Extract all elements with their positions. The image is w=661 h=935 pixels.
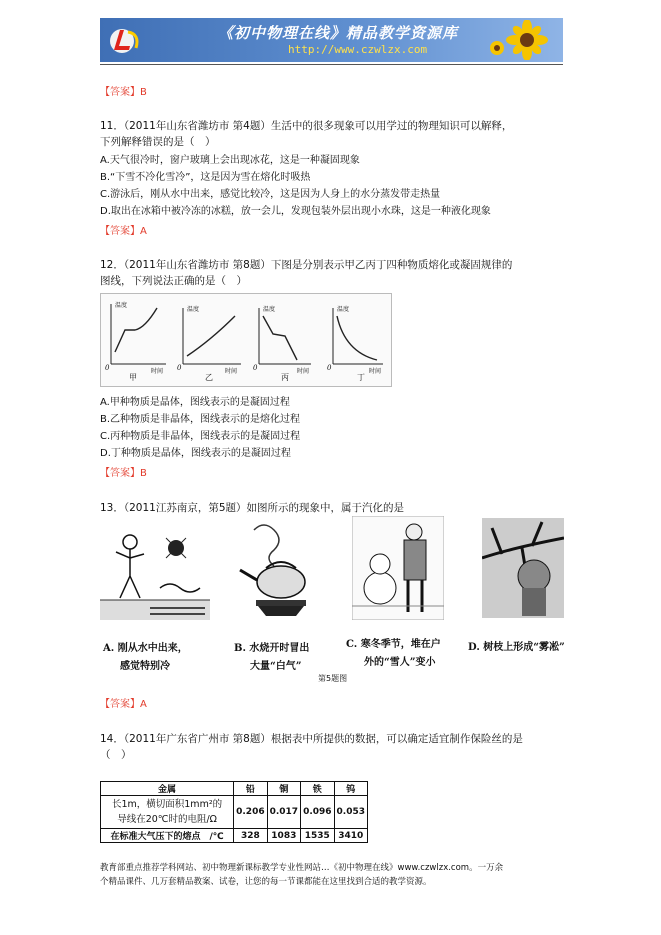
melting-point-label: 在标准大气压下的熔点 /℃ [101, 829, 234, 843]
answer-q13: 【答案】A [100, 699, 147, 710]
q13-stem: 13．（2011江苏南京，第5题）如图所示的现象中，属于汽化的是 [100, 502, 405, 514]
table-header-iron: 铁 [301, 782, 334, 796]
table-row-melting-point [101, 829, 368, 843]
q12-option-a: A.甲种物质是晶体，图线表示的是凝固过程 [100, 397, 290, 408]
graph-yi-xlabel: 时间 [225, 368, 238, 375]
graph-jia-name: 甲 [129, 373, 137, 382]
q13-caption-c-l2: 外的“雪人”变小 [364, 657, 436, 668]
melting-iron: 1535 [301, 829, 334, 843]
graph-jia-axes [111, 304, 166, 364]
q13-caption-a-l1: A. 刚从水中出来， [103, 643, 188, 654]
q13-picture-c-snowman [352, 516, 444, 620]
table-header-row [101, 782, 368, 796]
q14-stem-line2: （ ） [100, 749, 132, 761]
q13-picture-b-kettle [226, 520, 326, 620]
resistance-label-line2: 导线在20℃时的电阻/Ω [117, 814, 217, 825]
q11-option-c: C.游泳后，刚从水中出来，感觉比较冷，这是因为人身上的水分蒸发带走热量 [100, 189, 441, 200]
resistance-copper: 0.017 [267, 796, 300, 829]
site-logo [106, 24, 146, 56]
q13-caption-a-l2: 感觉特别冷 [120, 661, 170, 672]
footer-line2: 个精品课件、几万套精品教案、试卷，让您的每一节课都能在这里找到合适的教学资源。 [100, 877, 432, 887]
graph-bing-origin: 0 [253, 364, 258, 372]
graph-jia-origin: 0 [105, 364, 110, 372]
q13-picture-d-rime [482, 518, 564, 618]
site-title: 《初中物理在线》精品教学资源库 [218, 24, 459, 42]
q14-data-table [100, 781, 368, 843]
footer-line1: 教育部重点推荐学科网站、初中物理新课标教学专业性网站…《初中物理在线》www.czwlzx.com。一万余 [100, 863, 504, 873]
q13-caption-b-l2: 大量“白气” [250, 661, 302, 672]
q12-option-d: D.丁种物质是晶体，图线表示的是凝固过程 [100, 448, 291, 459]
answer-q11: 【答案】A [100, 226, 147, 237]
graph-jia-xlabel: 时间 [151, 368, 164, 375]
melting-tungsten: 3410 [334, 829, 367, 843]
q13-caption-d-l1: D. 树枝上形成“雾凇” [468, 642, 565, 653]
answer-q12: 【答案】B [100, 468, 147, 479]
graph-yi-ylabel: 温度 [187, 306, 200, 313]
graph-yi-name: 乙 [205, 373, 213, 382]
table-header-lead: 铅 [234, 782, 267, 796]
q12-stem-line1: 12．（2011年山东省潍坊市 第8题）下图是分别表示甲乙丙丁四种物质熔化或凝固规律的 [100, 259, 513, 271]
graph-ding-curve [337, 316, 377, 360]
q12-option-c: C.丙种物质是非晶体，图线表示的是凝固过程 [100, 431, 301, 442]
melting-lead: 328 [234, 829, 267, 843]
q13-caption-b-l1: B. 水烧开时冒出 [234, 643, 310, 654]
sunflower-icon [487, 20, 557, 60]
graph-bing-curve [263, 316, 297, 360]
graph-jia-ylabel: 温度 [115, 302, 128, 309]
graph-jia-curve [115, 308, 157, 352]
table-header-copper: 铜 [267, 782, 300, 796]
q11-stem-line1: 11．（2011年山东省潍坊市 第4题）生活中的很多现象可以用学过的物理知识可以解释， [100, 120, 513, 132]
q12-option-b: B.乙种物质是非晶体，图线表示的是熔化过程 [100, 414, 301, 425]
table-header-metal: 金属 [101, 782, 234, 796]
graph-ding-axes [333, 308, 383, 364]
q11-option-b: B.“下雪不冷化雪冷”，这是因为雪在熔化时吸热 [100, 172, 311, 183]
graph-ding-xlabel: 时间 [369, 368, 382, 375]
resistance-tungsten: 0.053 [334, 796, 367, 829]
header-rule [100, 64, 563, 65]
graph-ding-ylabel: 温度 [337, 306, 350, 313]
site-url[interactable]: http://www.czwlzx.com [288, 43, 428, 56]
resistance-lead: 0.206 [234, 796, 267, 829]
melting-copper: 1083 [267, 829, 300, 843]
resistance-label [101, 796, 234, 829]
table-row-resistance [101, 796, 368, 829]
resistance-label-line1: 长1m，横切面积1mm²的 [111, 799, 223, 810]
q11-option-d: D.取出在冰箱中被冷冻的冰糕，放一会儿，发现包装外层出现小水珠，这是一种液化现象 [100, 206, 491, 217]
q14-stem-line1: 14．（2011年广东省广州市 第8题）根据表中所提供的数据，可以确定适宜制作保险丝的是 [100, 733, 523, 745]
answer-q10: 【答案】B [100, 87, 147, 98]
q13-figure-caption: 第5题图 [318, 674, 348, 683]
graph-yi-axes [183, 308, 241, 364]
graph-ding-name: 丁 [357, 373, 365, 382]
q13-caption-c-l1: C. 寒冬季节，堆在户 [346, 639, 441, 650]
graph-bing-xlabel: 时间 [297, 368, 310, 375]
q12-graphs-figure [100, 293, 392, 387]
q11-stem-line2: 下列解释错误的是（ ） [100, 136, 216, 148]
q11-option-a: A.天气很冷时，窗户玻璃上会出现冰花，这是一种凝固现象 [100, 155, 360, 166]
graph-yi-origin: 0 [177, 364, 182, 372]
graph-bing-name: 丙 [281, 373, 289, 382]
graph-ding-origin: 0 [327, 364, 332, 372]
table-header-tungsten: 钨 [334, 782, 367, 796]
q12-stem-line2: 图线，下列说法正确的是（ ） [100, 275, 247, 287]
graph-yi-curve [187, 316, 235, 356]
q13-picture-a-swimmer [100, 528, 210, 620]
header-banner [100, 18, 563, 62]
resistance-iron: 0.096 [301, 796, 334, 829]
graph-bing-ylabel: 温度 [263, 306, 276, 313]
